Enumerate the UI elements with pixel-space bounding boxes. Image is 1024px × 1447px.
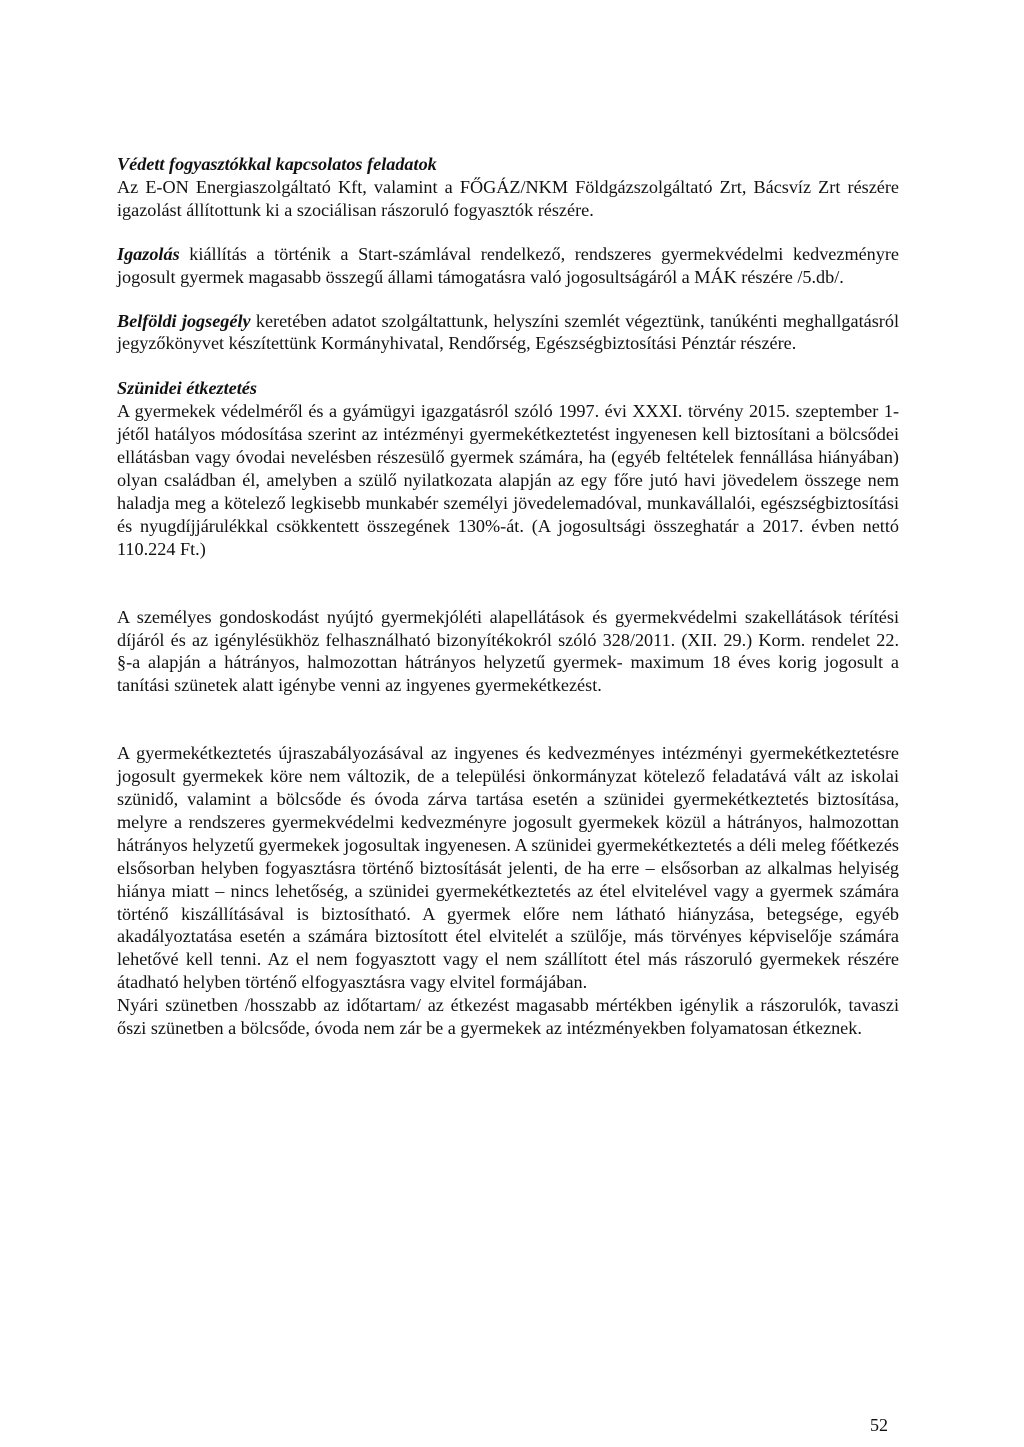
paragraph-certificate bbox=[117, 243, 899, 289]
paragraph-holiday-meals-law: A gyermekek védelméről és a gyámügyi igazgatásról szóló 1997. évi XXXI. törvény 2015. szeptember 1-jétől hatályos módosítása szerint az intézményi gyermekétkeztetést ingyenesen kell biztosítani a bölcsődei ellátásban vagy óvodai nevelésben részesülő gyermek számára, ha (egyéb feltételek fennállása hiányában) olyan családban él, amelyben a szülő nyilatkozata alapján az egy főre jutó havi jövedelem összege nem haladja meg a kötelező legkisebb munkabér személyi jövedelemadóval, munkavállalói, egészségbiztosítási és nyugdíjjárulékkal csökkentett összegének 130%-át. (A jogosultsági összeghatár a 2017. évben nettó 110.224 Ft.) bbox=[117, 401, 899, 559]
document-body bbox=[117, 153, 899, 1040]
lead-certificate: Igazolás bbox=[117, 243, 180, 264]
section-heading-holiday-meals: Szünidei étkeztetés bbox=[117, 378, 257, 399]
text-legal-aid: keretében adatot szolgáltattunk, helyszíni szemlét végeztünk, tanúkénti meghallgatásról jegyzőkönyvet készítettünk Kormányhivatal, Rendőrség, Egészségbiztosítási Pénztár részére. bbox=[117, 310, 899, 354]
lead-legal-aid: Belföldi jogsegély bbox=[117, 310, 251, 331]
paragraph-holiday-meals-summer: Nyári szünetben /hosszabb az időtartam/ az étkezést magasabb mértékben igénylik a rászorulók, tavaszi őszi szünetben a bölcsőde, óvoda nem zár be a gyermekek az intézményekben folyamatosan étkeznek. bbox=[117, 995, 899, 1039]
page-number: 52 bbox=[870, 1415, 888, 1435]
text-certificate: kiállítás a történik a Start-számlával rendelkező, rendszeres gyermekvédelmi kedvezményre jogosult gyermek magasabb összegű állami támogatásra való jogosultságáról a MÁK részére /5.db/. bbox=[117, 243, 899, 287]
section-heading-protected-consumers: Védett fogyasztókkal kapcsolatos feladatok bbox=[117, 154, 437, 174]
paragraph-legal-aid bbox=[117, 310, 899, 356]
paragraph-holiday-meals-regulation: A gyermekétkeztetés újraszabályozásával az ingyenes és kedvezményes intézményi gyermekétkeztetésre jogosult gyermekek köre nem változik, de a települési önkormányzat kötelező feladatává vált az iskolai szünidő, valamint a bölcsőde és óvoda zárva tartása esetén a szünidei gyermekétkeztetés biztosítása, melyre a rendszeres gyermekvédelmi kedvezményre jogosult gyermekek közül a hátrányos, halmozottan hátrányos helyzetű gyermekek jogosultak ingyenesen. A szünidei gyermekétkeztetés a déli meleg főétkezés elsősorban helyben fogyasztásra történő biztosítását jelenti, de ha erre – elsősorban az alkalmas helyiség hiánya miatt – nincs lehetőség, a szünidei gyermekétkeztetés az étel elvitelével vagy a gyermek számára történő kiszállításával is biztosítható. A gyermek előre nem látható hiányzása, betegsége, egyéb akadályoztatása esetén a számára biztosított étel elvitelét a szülője, más törvényes képviselője számára lehetővé kell tenni. Az el nem fogyasztott vagy el nem szállított étel más rászoruló gyermekek részére átadható helyben történő elfogyasztásra vagy elvitel formájában. bbox=[117, 743, 899, 993]
paragraph-protected-consumers: Az E-ON Energiaszolgáltató Kft, valamint a FŐGÁZ/NKM Földgázszolgáltató Zrt, Bácsvíz Zrt részére igazolást állítottunk ki a szociálisan rászoruló fogyasztók részére. bbox=[117, 176, 899, 220]
paragraph-holiday-meals-decree: A személyes gondoskodást nyújtó gyermekjóléti alapellátások és gyermekvédelmi szakellátások térítési díjáról és az igénylésükhöz felhasználható bizonyítékokról szóló 328/2011. (XII. 29.) Korm. rendelet 22. §-a alapján a hátrányos, halmozottan hátrányos helyzetű gyermek- maximum 18 éves korig jogosult a tanítási szünetek alatt igénybe venni az ingyenes gyermekétkezést. bbox=[117, 606, 899, 696]
